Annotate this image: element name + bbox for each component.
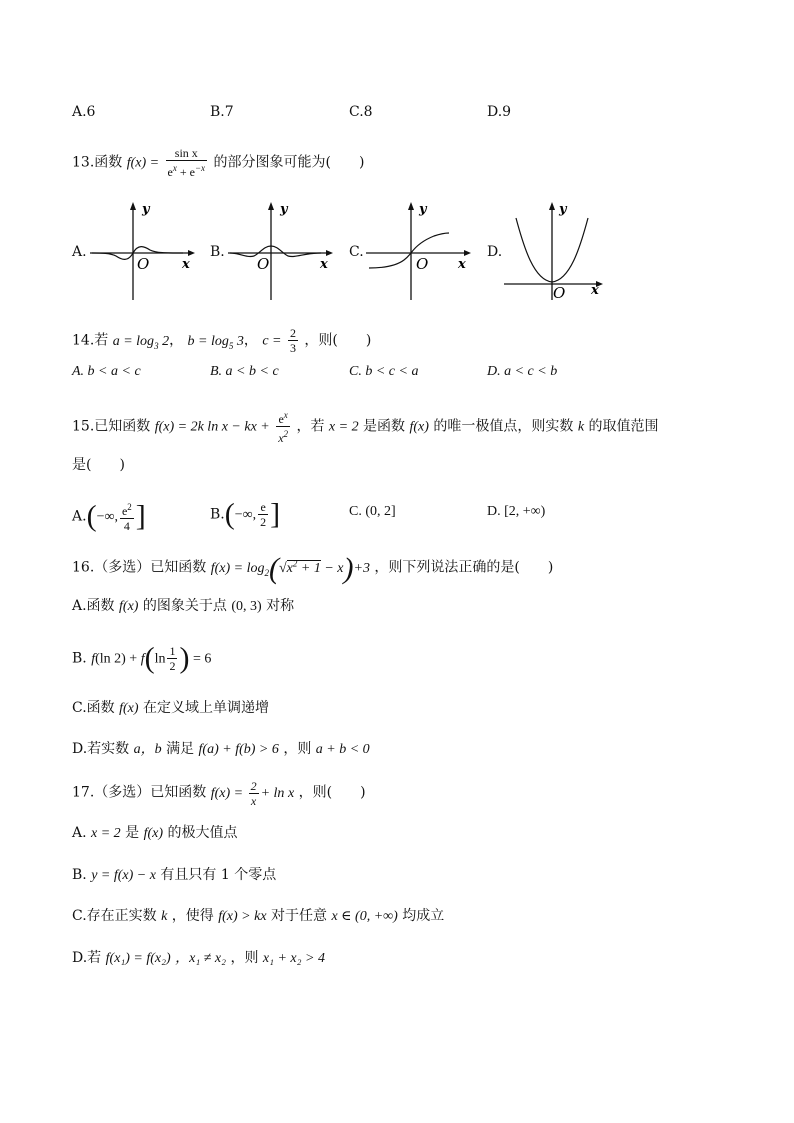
q14-c-num: 2: [289, 326, 296, 340]
q15-option-c: C. (0, 2]: [349, 504, 396, 519]
q13-num: sin x: [166, 146, 208, 161]
q14-prefix: 14.若: [72, 332, 109, 349]
q17-a-mid: 是: [125, 825, 140, 841]
q15-suffix: 的唯一极值点，则实数: [433, 418, 574, 435]
q13-suffix: 的部分图象可能为( ): [213, 154, 365, 171]
q17-prefix: 17.（多选）已知函数: [72, 784, 207, 801]
question-16: [72, 551, 554, 585]
q17-c-text: C.存在正实数: [72, 908, 157, 924]
q17-a-fx: f(x): [143, 826, 164, 841]
q17-d-result: x₁ + x₂ > 4: [262, 951, 325, 966]
q15-suffix2: 的取值范围: [588, 418, 659, 435]
q15-option-a-label: A.: [72, 508, 87, 525]
q13-a-y-label: y: [142, 202, 150, 217]
q17-suffix: ，则( ): [298, 784, 366, 801]
q15-k: k: [577, 419, 585, 435]
q14-suffix: ，则( ): [304, 332, 372, 349]
q16-d-then: ，则: [283, 741, 312, 757]
q17-d-ne: ，x₁ ≠ x₂: [175, 951, 226, 966]
q16-c-fx: f(x): [119, 701, 139, 716]
q13-d-y-label: y: [559, 202, 567, 217]
q17-c-end: 均成立: [402, 908, 445, 924]
q13-a-origin: O: [137, 255, 150, 273]
q14-option-c: C. b < c < a: [349, 364, 419, 379]
q14-option-a: A. b < a < c: [72, 364, 141, 379]
question-14: 14.若 $a = \log_3 2$， $b = \log_5 3$， c = $\frac{2}{3}$ ，则( ): [72, 326, 372, 355]
question-13: [72, 146, 364, 179]
q13-fx: f(x) =: [126, 155, 160, 171]
q13-b-y-label: y: [280, 202, 288, 217]
q13-den: $e^x + e^{-x}$: [167, 163, 206, 179]
q15-option-d: D. [2, +∞): [487, 504, 546, 519]
q13-graph-d: [502, 198, 612, 303]
q16-c-rest: 在定义域上单调递增: [143, 700, 270, 716]
q15-option-b-label: B.: [210, 506, 225, 523]
prev-option-b: B.7: [210, 104, 234, 120]
q16-d-ab: a，b: [133, 742, 162, 757]
q14-a: $a = \log_3 2$: [112, 333, 170, 351]
q13-d-origin: O: [553, 284, 566, 302]
q16-d-result: a + b < 0: [315, 742, 370, 757]
q17-c-expr: f(x) > kx: [218, 909, 267, 924]
q16-suffix: ，则下列说法正确的是( ): [374, 559, 554, 576]
q15-frac-den: $x^2$: [278, 429, 289, 445]
q14-option-d: D. a < c < b: [487, 364, 558, 379]
q17-c-mid2: 对于任意: [271, 908, 328, 924]
q16-d-mid: 满足: [166, 741, 195, 757]
q13-c-origin: O: [416, 255, 429, 273]
q17-d-eq: f(x₁) = f(x₂): [105, 951, 171, 966]
prev-option-a: A.6: [72, 104, 96, 120]
q16-a-text: A.函数: [72, 598, 115, 614]
question-17: [72, 779, 366, 808]
q15-option-a: A.(−∞, $\frac{e^2}{4}$ ]: [72, 499, 146, 533]
q17-b-rest: 有且只有 1 个零点: [160, 867, 277, 883]
q17-option-a: [72, 823, 237, 844]
q13-option-a-label: A.: [72, 244, 87, 260]
q13-b-origin: O: [257, 255, 270, 273]
q16-a-rest: 的图象关于点: [142, 598, 227, 614]
q17-a-rest: 的极大值点: [167, 825, 238, 841]
q14-c-fraction: [288, 326, 298, 355]
q16-func: $f(x) = \log_2(√x^2 + 1 - x)+3$: [210, 551, 370, 585]
q17-option-c: [72, 906, 444, 927]
q17-option-b: [72, 865, 276, 886]
prev-option-c: C.8: [349, 104, 373, 120]
q13-graph-b: [226, 198, 336, 303]
q14-option-b: B. a < b < c: [210, 364, 279, 379]
q13-option-c-label: C.: [349, 244, 364, 260]
q14-b: $b = \log_5 3$: [187, 333, 244, 351]
q16-option-b: B. f(ln 2) + f(ln $\frac{1}{2}$ ) = 6: [72, 641, 212, 675]
q16-prefix: 16.（多选）已知函数: [72, 559, 207, 576]
q16-option-c: [72, 698, 269, 719]
q17-d-text: D.若: [72, 950, 102, 966]
q16-a-fx: f(x): [119, 599, 139, 614]
prev-option-d: D.9: [487, 104, 512, 120]
q15-prefix: 15.已知函数: [72, 418, 151, 435]
q14-c-den: 3: [289, 341, 296, 355]
q13-option-d-label: D.: [487, 244, 503, 260]
q16-option-d: [72, 739, 370, 760]
q15-fraction: [276, 408, 290, 445]
q17-a-expr: x = 2: [91, 826, 121, 841]
q13-a-x-label: x: [182, 257, 190, 272]
q13-b-x-label: x: [320, 257, 328, 272]
q17-d-then: ，则: [230, 950, 259, 966]
q17-b-expr: y = f(x) − x: [91, 868, 156, 883]
q13-option-b-label: B.: [210, 244, 225, 260]
q15-frac-num: $e^x$: [276, 408, 290, 427]
q15-cond: x = 2: [328, 419, 359, 435]
q14-c: c =: [262, 333, 282, 349]
q13-graph-a: [88, 198, 198, 303]
q16-b-label: B.: [72, 650, 87, 667]
q17-c-domain: x ∈ (0, +∞): [331, 909, 398, 924]
q13-graph-c: [364, 198, 474, 303]
q17-c-mid: ，使得: [171, 908, 214, 924]
q13-fraction: [166, 146, 208, 179]
q17-c-k: k: [161, 909, 168, 924]
q16-d-cond: f(a) + f(b) > 6: [198, 742, 279, 757]
q17-a-label: A.: [72, 825, 87, 841]
q13-d-x-label: x: [591, 283, 599, 298]
q15-func: f(x) = 2k ln x − kx +: [154, 419, 270, 435]
q17-option-d: [72, 948, 325, 969]
q13-prefix: 13.函数: [72, 154, 123, 171]
q16-a-point: (0, 3): [231, 599, 262, 614]
q15-mid: ，若: [296, 418, 325, 435]
q15-fx: f(x): [409, 419, 429, 435]
q16-c-text: C.函数: [72, 700, 115, 716]
q17-b-label: B.: [72, 867, 87, 883]
question-15: [72, 408, 659, 445]
q16-a-end: 对称: [266, 598, 295, 614]
q17-func: f(x) = $\frac{2}{x}$ + ln x: [210, 779, 295, 808]
q15-option-b: B.(−∞, $\frac{e}{2}$ ]: [210, 497, 281, 531]
q13-c-x-label: x: [458, 257, 466, 272]
q15-line2: 是( ): [72, 457, 125, 473]
q13-c-y-label: y: [419, 202, 427, 217]
q16-option-a: [72, 596, 294, 617]
q15-mid2: 是函数: [363, 418, 406, 435]
q16-d-text: D.若实数: [72, 741, 130, 757]
